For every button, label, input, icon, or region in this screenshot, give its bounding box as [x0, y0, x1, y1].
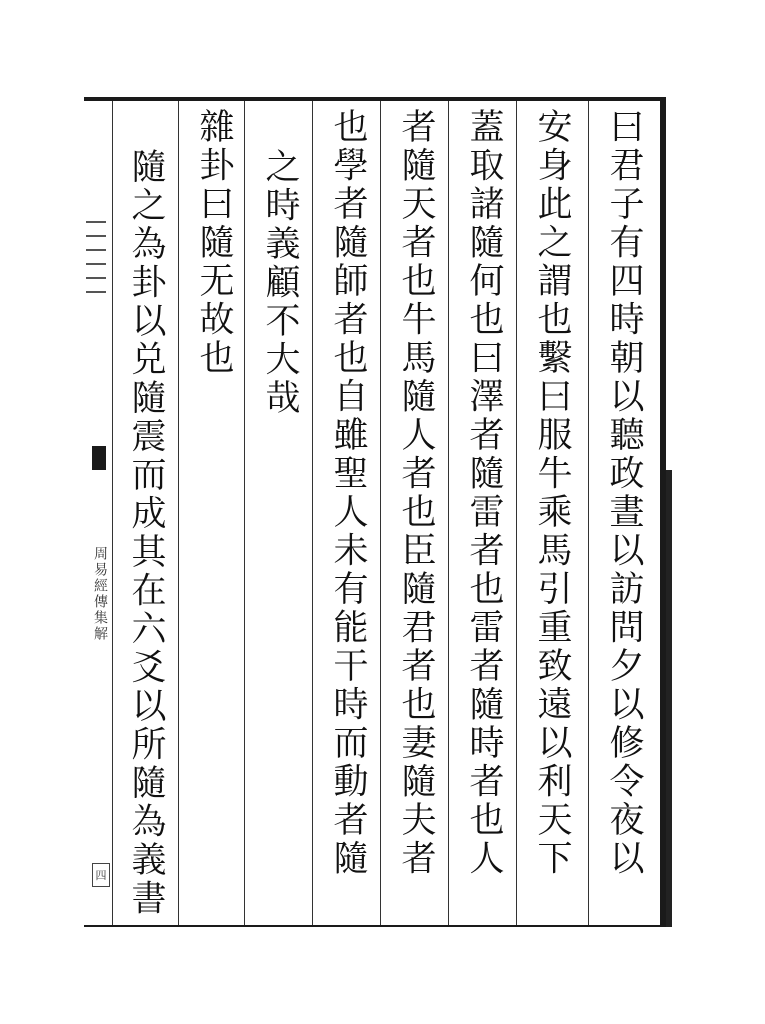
- text-column-1: 曰君子有四時朝以聽政晝以訪問夕以修令夜以: [604, 108, 644, 878]
- column-rule: [448, 101, 449, 925]
- column-rule: [112, 101, 113, 925]
- column-rule: [312, 101, 313, 925]
- text-column-7: 雜卦曰隨无故也: [194, 108, 234, 378]
- frame-top-border: [84, 97, 660, 101]
- column-rule: [380, 101, 381, 925]
- page-edge-shadow: [666, 470, 672, 927]
- text-column-8: 隨之為卦以兑隨震而成其在六爻以所隨為義書: [126, 148, 166, 918]
- column-rule: [516, 101, 517, 925]
- text-column-5: 也學者隨師者也自雖聖人未有能干時而動者隨: [328, 108, 368, 878]
- book-title: 周易經傳集解: [92, 546, 108, 642]
- text-column-3: 蓋取諸隨何也曰澤者隨雷者也雷者隨時者也人: [464, 108, 504, 878]
- text-column-4: 者隨天者也牛馬隨人者也臣隨君者也妻隨夫者: [396, 108, 436, 878]
- text-column-6: 之時義顧不大哉: [260, 148, 300, 418]
- column-rule: [588, 101, 589, 925]
- text-column-2: 安身此之謂也繫曰服牛乘馬引重致遠以利天下: [532, 108, 572, 878]
- column-rule: [244, 101, 245, 925]
- gutter-marks: [86, 209, 112, 409]
- column-rule: [178, 101, 179, 925]
- page-number: 四: [92, 863, 110, 887]
- fish-tail-mark: [92, 446, 106, 470]
- page-gutter: [84, 101, 112, 925]
